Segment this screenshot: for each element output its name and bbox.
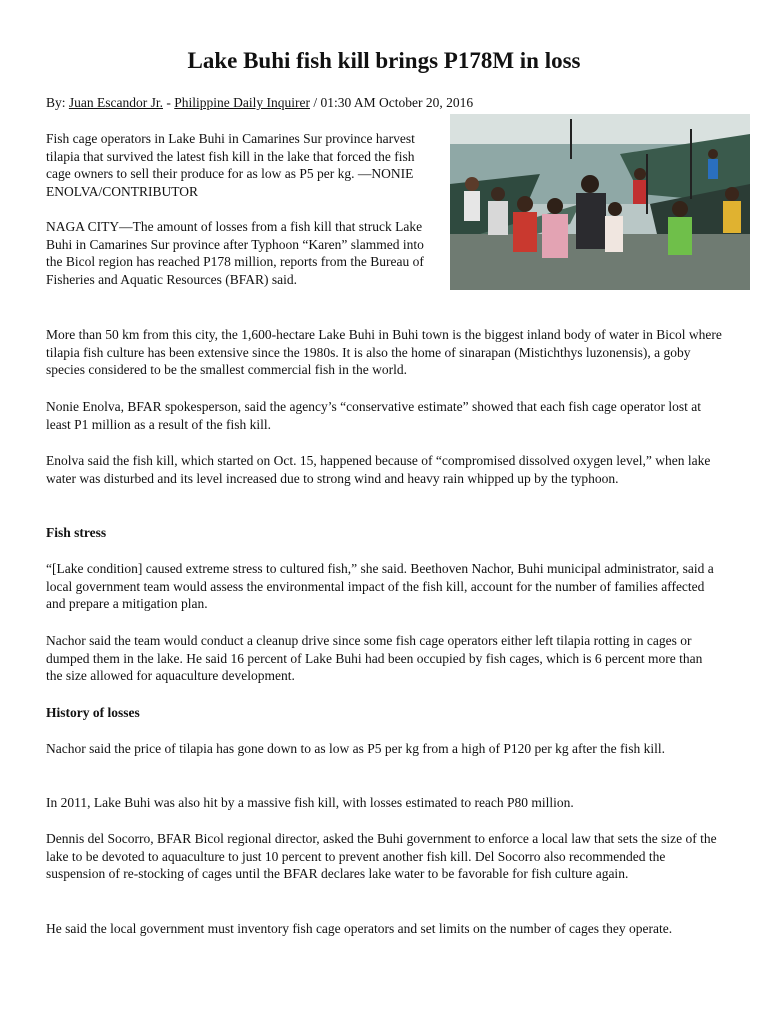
article-title: Lake Buhi fish kill brings P178M in loss xyxy=(187,48,581,73)
paragraph: Nachor said the team would conduct a cleanup drive since some fish cage operators either left tilapia rotting in cages or dumped them in the lake. He said 16 percent of Lake Buhi had been occupied by fish cages, which is 6 percent more than the size allowed for aquaculture development. xyxy=(46,633,703,684)
byline-prefix: By: xyxy=(46,95,69,110)
paragraph: He said the local government must inventory fish cage operators and set limits on the number of cages they operate. xyxy=(46,921,673,936)
byline-date: / 01:30 AM October 20, 2016 xyxy=(309,95,474,110)
paragraph: Dennis del Socorro, BFAR Bicol regional director, asked the Buhi government to enforce a local law that sets the size of the lake to be devoted to aquaculture to just 10 percent to prevent another fish kill. Del Socorro also recommended the suspension of re-stocking of cages until the BFAR declares lake water to be favorable for fish culture again. xyxy=(46,831,717,882)
paragraph: Nonie Enolva, BFAR spokesperson, said the agency’s “conservative estimate” showed that each fish cage operator lost at least P1 million as a result of the fish kill. xyxy=(46,399,702,432)
paragraph: Enolva said the fish kill, which started on Oct. 15, happened because of “compromised dissolved oxygen level,” when lake water was disturbed and its level increased due to strong wind and heavy rain whipped up by the typhoon. xyxy=(46,453,711,486)
author-link[interactable]: Juan Escandor Jr. xyxy=(68,95,163,110)
section-heading-fish-stress: Fish stress xyxy=(46,525,107,540)
paragraph: “[Lake condition] caused extreme stress to cultured fish,” she said. Beethoven Nachor, Buhi municipal administrator, said a local government team would assess the environmental impact of the fish kill, account for the number of families affected and prepare a mitigation plan. xyxy=(46,561,714,612)
publication-link[interactable]: Philippine Daily Inquirer xyxy=(174,95,310,110)
photo-fishermen-boats xyxy=(450,114,750,290)
byline-separator: - xyxy=(163,95,175,110)
paragraph: More than 50 km from this city, the 1,600-hectare Lake Buhi in Buhi town is the biggest inland body of water in Bicol where tilapia fish culture has been extensive since the 1980s. It is also the home of sinarapan (Mistichthys luzonensis), a goby species considered to be the smallest commercial fish in the world. xyxy=(46,327,722,378)
section-heading-history-of-losses: History of losses xyxy=(46,705,140,720)
article-photo xyxy=(450,114,750,290)
paragraph: Nachor said the price of tilapia has gone down to as low as P5 per kg from a high of P120 per kg after the fish kill. xyxy=(46,741,665,756)
byline xyxy=(46,94,473,112)
paragraph-lead: NAGA CITY—The amount of losses from a fish kill that struck Lake Buhi in Camarines Sur province after Typhoon “Karen” slammed into the Bicol region has reached P178 million, reports from the Bureau of Fisheries and Aquatic Resources (BFAR) said. xyxy=(46,219,424,287)
photo-caption: Fish cage operators in Lake Buhi in Camarines Sur province harvest tilapia that survived the latest fish kill in the lake that forced the fish cage owners to sell their produce for as low as P5 per kg. —NONIE ENOLVA/CONTRIBUTOR xyxy=(46,131,415,199)
paragraph: In 2011, Lake Buhi was also hit by a massive fish kill, with losses estimated to reach P80 million. xyxy=(46,795,574,810)
